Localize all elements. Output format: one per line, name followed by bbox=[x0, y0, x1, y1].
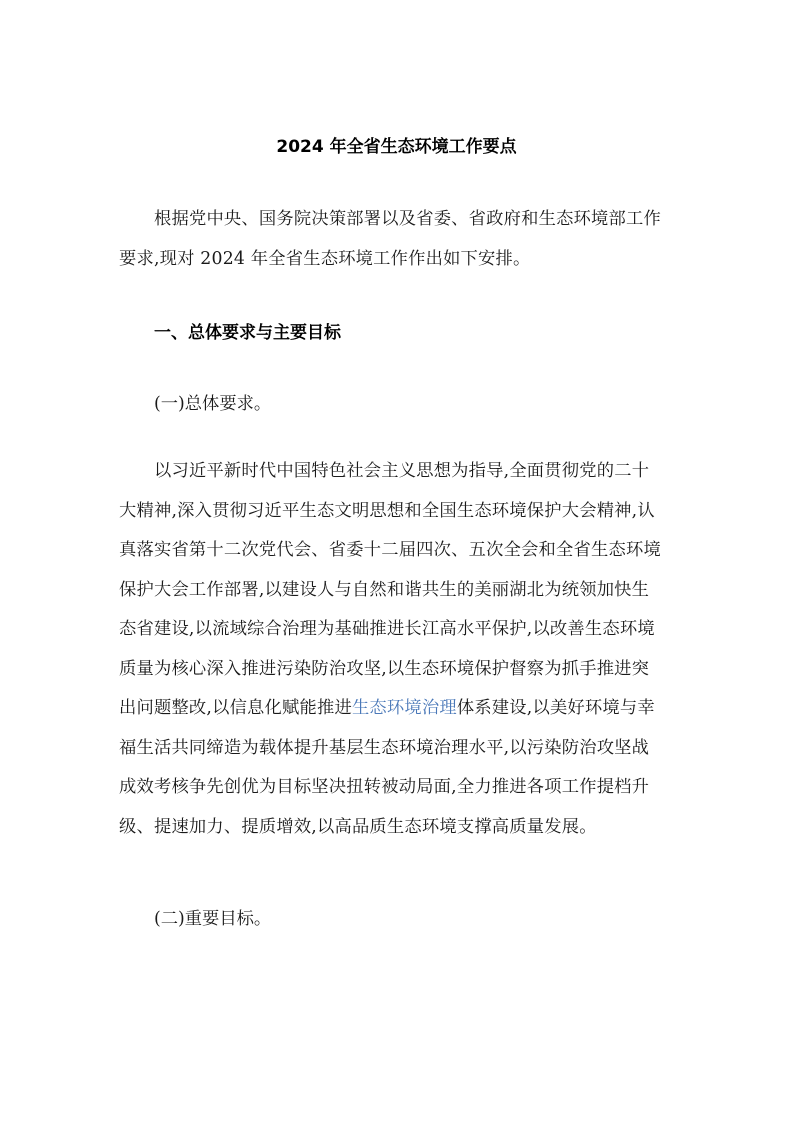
link-line-after: 体系建设,以美好环境与幸 bbox=[456, 698, 655, 718]
paragraph-line: 态省建设,以流域综合治理为基础推进长江高水平保护,以改善生态环境 bbox=[119, 619, 655, 639]
paragraph-line: 成效考核争先创优为目标坚决扭转被动局面,全力推进各项工作提档升 bbox=[119, 777, 650, 797]
paragraph-line: 级、提速加力、提质增效,以高品质生态环境支撑高质量发展。 bbox=[119, 816, 597, 837]
paragraph-line: 福生活共同缔造为载体提升基层生态环境治理水平,以污染防治攻坚战 bbox=[119, 737, 650, 758]
link-line-before: 出问题整改,以信息化赋能推进 bbox=[119, 698, 352, 718]
subsection-1-heading: (一)总体要求。 bbox=[154, 394, 272, 414]
paragraph-line: 保护大会工作部署,以建设人与自然和谐共生的美丽湖北为统领加快生 bbox=[119, 579, 650, 600]
intro-paragraph bbox=[119, 200, 674, 279]
paragraph-line: 真落实省第十二次党代会、省委十二届四次、五次全会和全省生态环境 bbox=[119, 540, 661, 560]
intro-line-2: 要求,现对 2024 年全省生态环境工作作出如下安排。 bbox=[119, 248, 531, 269]
intro-line-1: 根据党中央、国务院决策部署以及省委、省政府和生态环境部工作 bbox=[154, 209, 661, 229]
section-1-heading: 一、总体要求与主要目标 bbox=[154, 323, 341, 343]
paragraph-line-with-link bbox=[119, 689, 674, 729]
subsection-2-heading: (二)重要目标。 bbox=[154, 909, 272, 929]
paragraph-line: 大精神,深入贯彻习近平生态文明思想和全国生态环境保护大会精神,认 bbox=[119, 500, 655, 521]
paragraph-line: 质量为核心深入推进污染防治攻坚,以生态环境保护督察为抓手推进突 bbox=[119, 658, 650, 679]
general-requirements-paragraph bbox=[119, 452, 674, 847]
paragraph-line: 以习近平新时代中国特色社会主义思想为指导,全面贯彻党的二十 bbox=[154, 461, 650, 481]
eco-governance-link[interactable]: 生态环境治理 bbox=[351, 698, 457, 718]
document-title: 2024 年全省生态环境工作要点 bbox=[276, 137, 517, 157]
